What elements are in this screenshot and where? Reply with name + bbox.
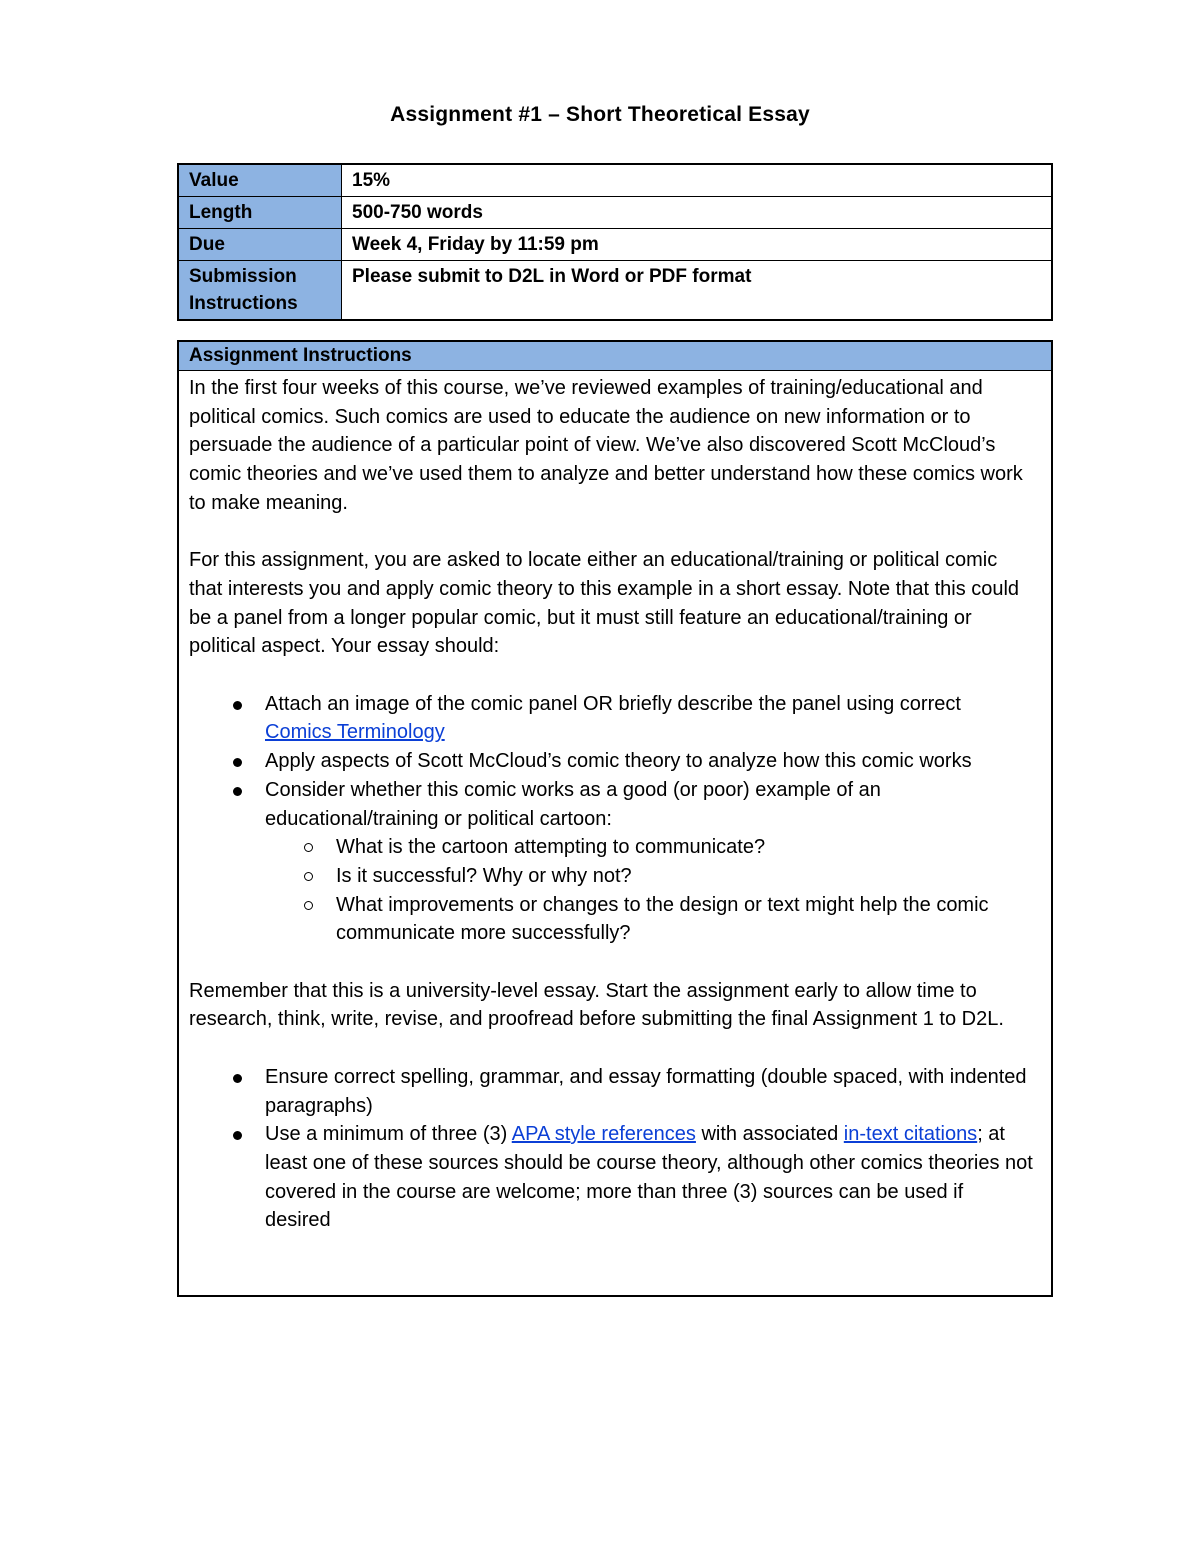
list-item bbox=[265, 891, 1033, 948]
bullet-icon bbox=[233, 1074, 242, 1083]
bullet-text: Consider whether this comic works as a good (or poor) example of an educational/training or political cartoon: bbox=[265, 778, 881, 830]
sub-bullet-text: Is it successful? Why or why not? bbox=[336, 864, 632, 887]
due-label: Due bbox=[178, 229, 342, 261]
task-paragraph: For this assignment, you are asked to locate either an educational/training or political comic that interests you and apply comic theory to this example in a short essay. Note that this could be a panel from a longer popular comic, but it must still feature an educational/training or political aspect. Your essay should: bbox=[189, 549, 1020, 658]
bullet-icon bbox=[233, 701, 242, 710]
bullet-icon bbox=[233, 787, 242, 796]
list-item bbox=[189, 776, 1033, 948]
circle-bullet-icon bbox=[304, 843, 313, 852]
intro-paragraph: In the first four weeks of this course, we’ve reviewed examples of training/educational and political comics. Such comics are used to educate the audience on new information or to persuade the audience of a particular point of view. We’ve also discovered Scott McCloud’s comic theories and we’ve used them to analyze and better understand how these comics work to make meaning. bbox=[189, 377, 1023, 514]
bullet-text: Use a minimum of three (3) bbox=[265, 1123, 508, 1146]
length-label: Length bbox=[178, 197, 342, 229]
in-text-citations-link[interactable]: in-text citations bbox=[843, 1123, 978, 1146]
table-row bbox=[178, 197, 1052, 229]
bullet-icon bbox=[233, 758, 242, 767]
essay-requirements-list bbox=[189, 690, 1033, 948]
submission-label: Submission Instructions bbox=[178, 261, 342, 321]
table-row bbox=[178, 164, 1052, 197]
circle-bullet-icon bbox=[304, 901, 313, 910]
apa-style-references-link[interactable]: APA style references bbox=[511, 1123, 696, 1146]
comics-terminology-link[interactable]: Comics Terminology bbox=[265, 721, 445, 744]
length-cell: 500-750 words bbox=[342, 197, 1053, 229]
bullet-text: ; at least one of these sources should be course theory, although other comics theories not covered in the course are welcome; more than three (3) sources can be used if desired bbox=[265, 1123, 1033, 1232]
value-label: Value bbox=[178, 164, 342, 197]
circle-bullet-icon bbox=[304, 872, 313, 881]
due-cell: Week 4, Friday by 11:59 pm bbox=[342, 229, 1053, 261]
instructions-heading: Assignment Instructions bbox=[179, 342, 1051, 371]
list-item bbox=[265, 833, 1033, 862]
bullet-text: Attach an image of the comic panel OR briefly describe the panel using correct bbox=[265, 692, 961, 715]
bullet-text: Ensure correct spelling, grammar, and essay formatting (double spaced, with indented paragraphs) bbox=[265, 1065, 1027, 1117]
table-row bbox=[178, 261, 1052, 321]
bullet-text: Apply aspects of Scott McCloud’s comic theory to analyze how this comic works bbox=[265, 750, 972, 773]
list-item bbox=[189, 690, 1033, 747]
formatting-requirements-list bbox=[189, 1063, 1033, 1235]
list-item bbox=[265, 862, 1033, 891]
value-cell: 15% bbox=[342, 164, 1053, 197]
list-item bbox=[189, 1120, 1033, 1235]
page-title: Assignment #1 – Short Theoretical Essay bbox=[390, 103, 810, 126]
bullet-icon bbox=[233, 1131, 242, 1140]
table-row bbox=[178, 229, 1052, 261]
assignment-details-table bbox=[177, 163, 1053, 321]
bullet-text: with associated bbox=[701, 1123, 839, 1146]
submission-cell: Please submit to D2L in Word or PDF format bbox=[342, 261, 1053, 321]
reminder-paragraph: Remember that this is a university-level essay. Start the assignment early to allow time to research, think, write, revise, and proofread before submitting the final Assignment 1 to D2L. bbox=[189, 979, 1004, 1031]
instructions-body bbox=[179, 371, 1051, 1235]
sub-bullet-text: What improvements or changes to the design or text might help the comic communicate more successfully? bbox=[336, 893, 989, 945]
list-item bbox=[189, 747, 1033, 776]
sub-question-list bbox=[265, 833, 1033, 948]
instructions-box bbox=[177, 340, 1053, 1297]
list-item bbox=[189, 1063, 1033, 1120]
sub-bullet-text: What is the cartoon attempting to communicate? bbox=[336, 836, 766, 859]
